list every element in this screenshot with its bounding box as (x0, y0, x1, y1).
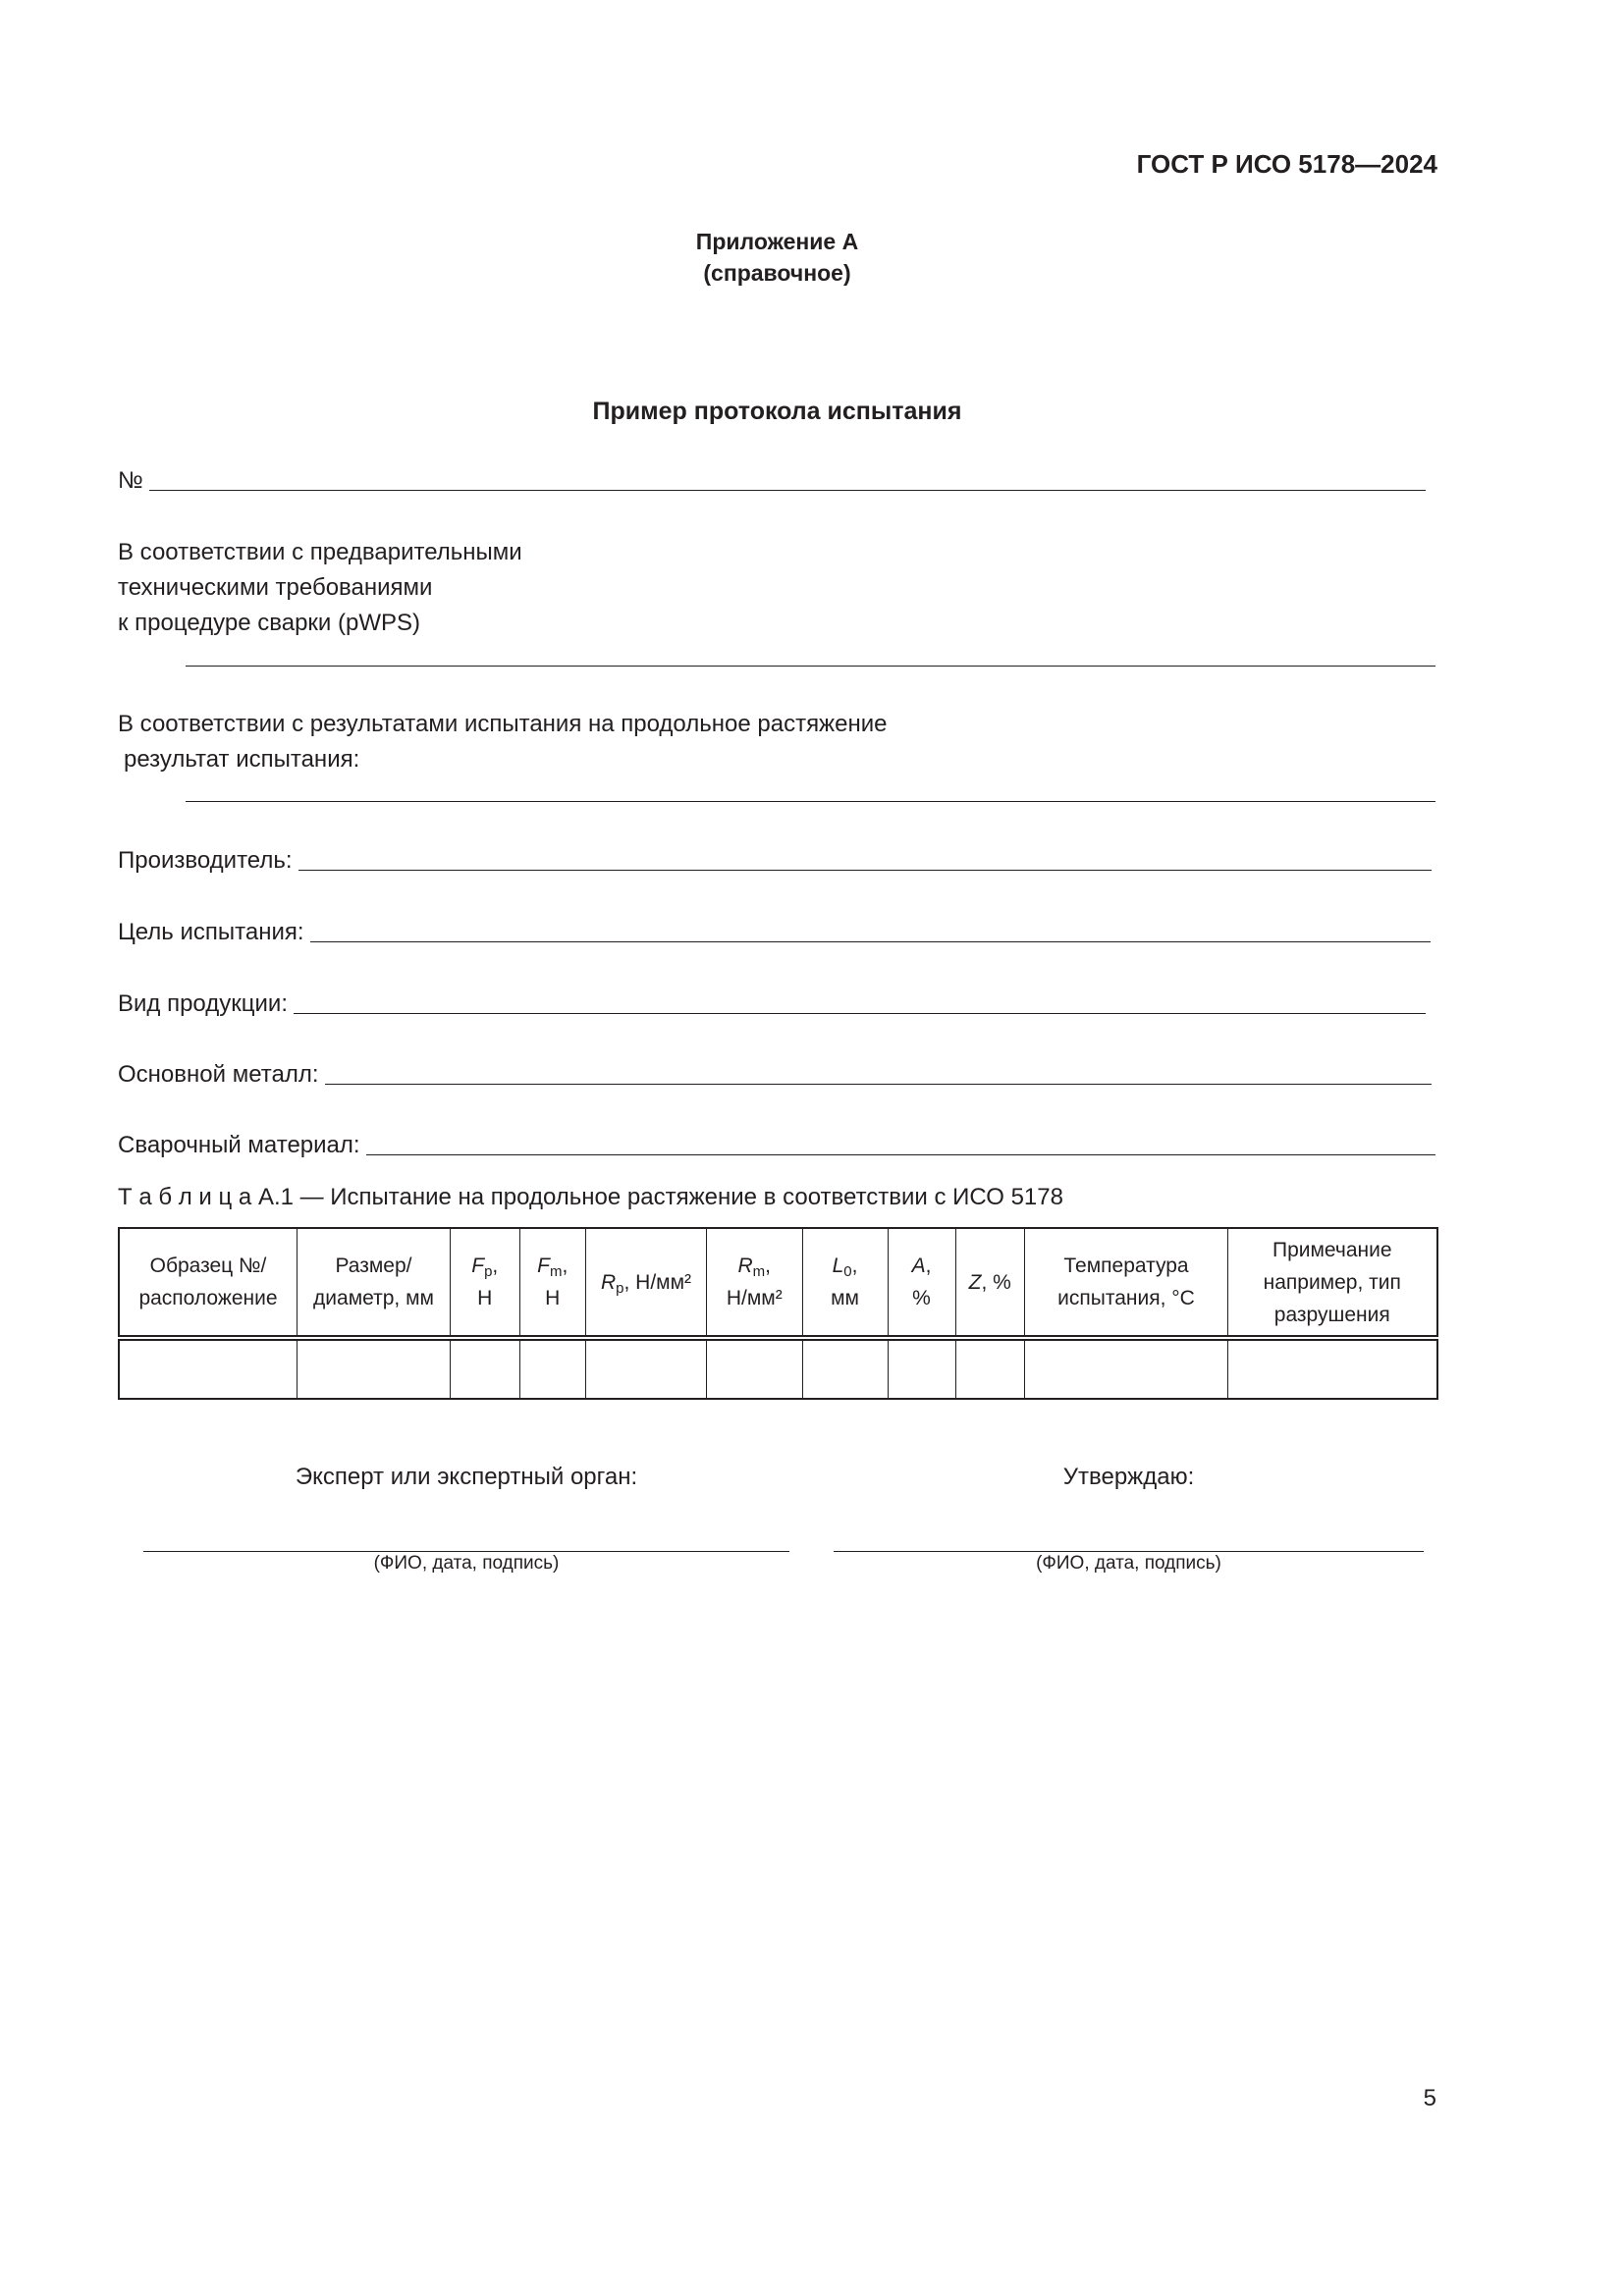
approve-signature-caption: (ФИО, дата, подпись) (1036, 1553, 1221, 1574)
table-cell (519, 1338, 586, 1399)
appendix-heading (118, 226, 1436, 289)
result-fill-line (186, 801, 1435, 802)
field-label: Производитель: (118, 847, 293, 874)
field-product-type (118, 988, 1426, 1018)
field-line (298, 870, 1432, 871)
approve-label: Утверждаю: (1062, 1464, 1195, 1490)
field-line (325, 1084, 1433, 1085)
col-header-z: Z, % (955, 1228, 1025, 1338)
table-cell (119, 1338, 298, 1399)
table-row (119, 1338, 1437, 1399)
table-caption-text: А.1 — Испытание на продольное растяжение в соответствии с ИСО 5178 (257, 1184, 1063, 1210)
document-code: ГОСТ Р ИСО 5178—2024 (1136, 149, 1437, 179)
expert-signature-caption: (ФИО, дата, подпись) (373, 1553, 560, 1574)
table-cell (888, 1338, 955, 1399)
report-number-line (149, 490, 1426, 491)
col-header-fm: $F_m$, Н (519, 1228, 586, 1338)
results-table (118, 1227, 1438, 1400)
page-number: 5 (1423, 2085, 1436, 2111)
col-header-note: Примечание например, тип разрушения (1228, 1228, 1437, 1338)
field-label: Цель испытания: (118, 919, 304, 945)
result-line-1: В соответствии с результатами испытания на продольное растяжение (118, 711, 888, 737)
result-line-2: результат испытания: (124, 746, 360, 773)
table-cell (586, 1338, 707, 1399)
pwps-line-1: В соответствии с предварительными (118, 539, 522, 565)
table-cell (707, 1338, 803, 1399)
table-cell (802, 1338, 888, 1399)
field-welding-material (118, 1130, 1435, 1159)
pwps-fill-line (186, 666, 1435, 667)
field-line (310, 941, 1431, 942)
field-base-metal (118, 1059, 1432, 1089)
table-cell (1228, 1338, 1437, 1399)
form-title: Пример протокола испытания (592, 398, 962, 425)
field-test-purpose (118, 917, 1431, 946)
appendix-note: (справочное) (703, 260, 851, 286)
col-header-specimen: Образец №/ расположение (119, 1228, 298, 1338)
report-number-row (118, 465, 1426, 495)
col-header-rm: $R_m$, Н/мм² (707, 1228, 803, 1338)
table-cell (451, 1338, 520, 1399)
report-number-label: № (118, 467, 143, 494)
pwps-line-2: техническими требованиями (118, 574, 433, 601)
approve-signature-line (834, 1551, 1424, 1552)
table-caption-label: Т а б л и ц а (118, 1184, 252, 1210)
table-cell (298, 1338, 451, 1399)
col-header-temperature: Температура испытания, °С (1025, 1228, 1228, 1338)
col-header-rp: $R_p$, Н/мм² (586, 1228, 707, 1338)
table-caption (118, 1184, 1063, 1211)
expert-label: Эксперт или экспертный орган: (295, 1464, 638, 1490)
col-header-l0: $L_0$, мм (802, 1228, 888, 1338)
table-header-row (119, 1228, 1437, 1338)
field-line (294, 1013, 1426, 1014)
table-cell (1025, 1338, 1228, 1399)
field-label: Сварочный материал: (118, 1132, 360, 1158)
col-header-a: A, % (888, 1228, 955, 1338)
result-paragraph (118, 707, 887, 777)
expert-signature-line (143, 1551, 789, 1552)
field-label: Основной металл: (118, 1061, 319, 1088)
pwps-paragraph (118, 535, 522, 641)
table-cell (955, 1338, 1025, 1399)
col-header-fp: $F_p$, Н (451, 1228, 520, 1338)
field-line (366, 1154, 1435, 1155)
field-label: Вид продукции: (118, 990, 288, 1017)
col-header-size: Размер/ диаметр, мм (298, 1228, 451, 1338)
pwps-line-3: к процедуре сварки (pWPS) (118, 610, 421, 636)
field-manufacturer (118, 845, 1432, 875)
appendix-title: Приложение А (695, 229, 859, 254)
